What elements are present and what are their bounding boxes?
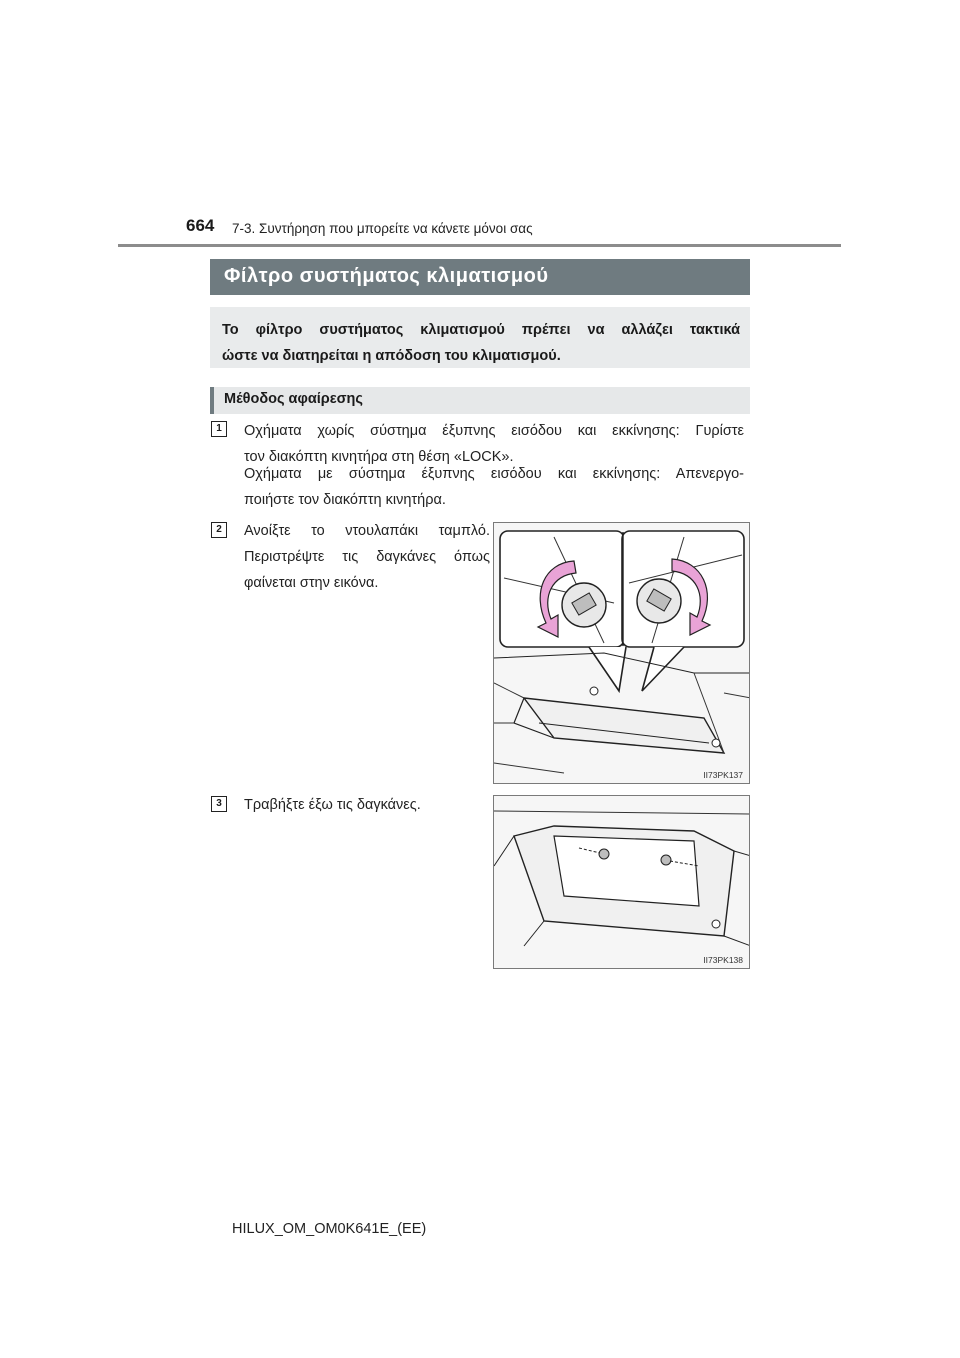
intro-box — [210, 307, 750, 368]
glovebox-turn-illustration — [494, 523, 750, 784]
step-2-line-3: φαίνεται στην εικόνα. — [244, 575, 379, 591]
section-title: Φίλτρο συστήματος κλιματισμού — [210, 259, 750, 295]
step-3-line-1: Τραβήξτε έξω τις δαγκάνες. — [244, 797, 421, 813]
step-1-line-3: Οχήματα με σύστημα έξυπνης εισόδου και εκκίνησης: Απενεργο- — [244, 466, 744, 482]
step-badge-3: 3 — [211, 796, 227, 812]
step-1-line-1: Οχήματα χωρίς σύστημα έξυπνης εισόδου και εκκίνησης: Γυρίστε — [244, 423, 744, 439]
step-1-line-2: τον διακόπτη κινητήρα στη θέση «LOCK». — [244, 449, 514, 465]
figure-glovebox-pull-clips — [493, 795, 750, 969]
chapter-title: 7-3. Συντήρηση που μπορείτε να κάνετε μόνοι σας — [232, 221, 533, 236]
glovebox-pull-illustration — [494, 796, 750, 969]
figure-code: II73PK138 — [703, 955, 743, 965]
header-rule — [118, 244, 841, 247]
intro-line-2: ώστε να διατηρείται η απόδοση του κλιματισμού. — [222, 348, 561, 364]
figure-code: II73PK137 — [703, 770, 743, 780]
subsection-title: Μέθοδος αφαίρεσης — [210, 387, 750, 414]
intro-line-1: Το φίλτρο συστήματος κλιματισμού πρέπει να αλλάζει τακτικά — [222, 322, 740, 338]
step-1-line-4: ποιήστε τον διακόπτη κινητήρα. — [244, 492, 446, 508]
step-2-line-2: Περιστρέψτε τις δαγκάνες όπως — [244, 549, 490, 565]
step-1-text-b — [244, 461, 744, 513]
page-number: 664 — [186, 216, 215, 235]
figure-glovebox-turn-clips — [493, 522, 750, 784]
step-badge-2: 2 — [211, 522, 227, 538]
step-2-text — [244, 518, 490, 596]
footer-doc-id: HILUX_OM_OM0K641E_(EE) — [232, 1221, 427, 1237]
step-2-line-1: Ανοίξτε το ντουλαπάκι ταμπλό. — [244, 523, 490, 539]
step-3-text — [244, 792, 490, 818]
step-badge-1: 1 — [211, 421, 227, 437]
